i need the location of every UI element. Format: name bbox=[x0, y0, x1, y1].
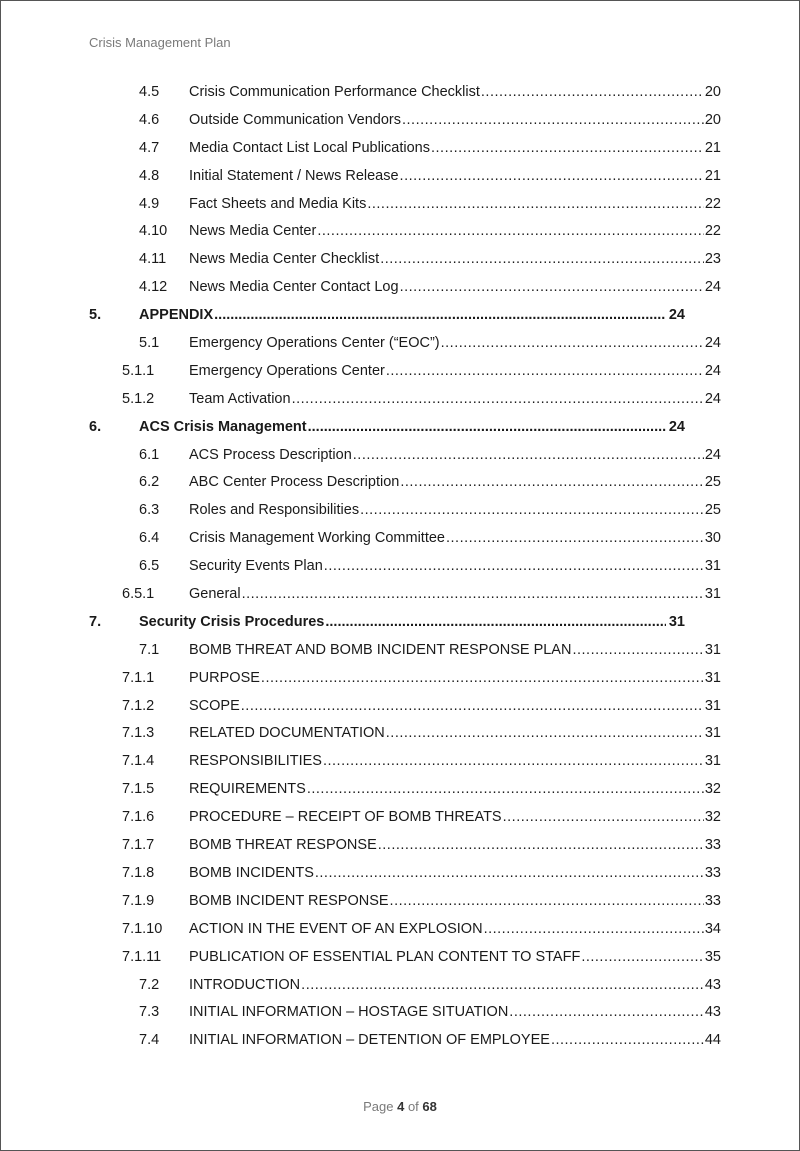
dot-leader bbox=[324, 558, 704, 574]
toc-entry-number: 7.1.4 bbox=[122, 753, 155, 770]
toc-entry-page: 31 bbox=[704, 586, 721, 603]
toc-entry-number: 7.1.11 bbox=[122, 948, 162, 965]
toc-entry-page: 25 bbox=[704, 502, 721, 519]
toc-entry-page: 24 bbox=[668, 307, 685, 324]
toc-entry-title[interactable]: PROCEDURE – RECEIPT OF BOMB THREATS bbox=[189, 809, 502, 826]
toc-entry[interactable] bbox=[1, 1000, 799, 1028]
toc-entry[interactable] bbox=[1, 694, 799, 722]
current-page-number: 4 bbox=[397, 1099, 405, 1114]
toc-entry-title[interactable]: Initial Statement / News Release bbox=[189, 167, 399, 184]
dot-leader bbox=[509, 1004, 704, 1020]
toc-entry-title[interactable]: PURPOSE bbox=[189, 669, 260, 686]
toc-entry[interactable] bbox=[1, 443, 799, 471]
toc-entry-title[interactable]: Security Events Plan bbox=[189, 558, 323, 575]
toc-entry-line bbox=[189, 140, 721, 156]
toc-entry-line bbox=[189, 223, 721, 239]
dot-leader bbox=[551, 1032, 704, 1048]
toc-entry-line bbox=[189, 530, 721, 546]
toc-entry-page: 21 bbox=[704, 167, 721, 184]
dot-leader bbox=[261, 670, 704, 686]
toc-entry-number: 7.1.6 bbox=[122, 809, 155, 826]
toc-entry-line bbox=[189, 809, 721, 825]
toc-section-heading[interactable] bbox=[1, 610, 799, 638]
toc-entry-line bbox=[139, 614, 685, 630]
toc-entry-title[interactable]: INITIAL INFORMATION – DETENTION OF EMPLOYEE bbox=[189, 1032, 550, 1049]
toc-entry[interactable] bbox=[1, 889, 799, 917]
toc-entry-number: 4.11 bbox=[139, 251, 167, 268]
dot-leader bbox=[386, 725, 704, 741]
dot-leader bbox=[353, 447, 704, 463]
toc-entry-line bbox=[189, 977, 721, 993]
toc-entry-title[interactable]: Crisis Communication Performance Checklist bbox=[189, 84, 480, 100]
toc-entry[interactable] bbox=[1, 331, 799, 359]
table-of-contents bbox=[1, 80, 799, 1056]
toc-entry-line bbox=[189, 781, 721, 797]
toc-entry-title[interactable]: Media Contact List Local Publications bbox=[189, 139, 430, 156]
toc-entry-line bbox=[189, 1032, 721, 1048]
toc-entry-line bbox=[189, 586, 721, 602]
toc-entry-page: 43 bbox=[704, 1004, 721, 1021]
toc-entry[interactable] bbox=[1, 638, 799, 666]
toc-entry-title[interactable]: INTRODUCTION bbox=[189, 976, 301, 993]
dot-leader bbox=[446, 530, 704, 546]
toc-entry-number: 7.1 bbox=[139, 641, 160, 658]
toc-entry[interactable] bbox=[1, 861, 799, 889]
toc-entry-page: 31 bbox=[704, 641, 721, 658]
dot-leader bbox=[360, 502, 704, 518]
toc-entry-page: 33 bbox=[704, 892, 721, 909]
toc-entry-line bbox=[189, 698, 721, 714]
dot-leader bbox=[400, 279, 704, 295]
toc-entry-line bbox=[189, 642, 721, 658]
toc-entry-line bbox=[189, 753, 721, 769]
toc-entry-number: 7.4 bbox=[139, 1032, 160, 1049]
toc-entry-page: 43 bbox=[704, 976, 721, 993]
toc-entry-title[interactable]: BOMB THREAT AND BOMB INCIDENT RESPONSE PLAN bbox=[189, 641, 572, 658]
toc-entry-number: 5.1.2 bbox=[122, 390, 155, 407]
toc-entry-page: 21 bbox=[704, 139, 721, 156]
toc-entry[interactable] bbox=[1, 136, 799, 164]
toc-entry-title[interactable]: APPENDIX bbox=[139, 307, 214, 324]
toc-entry[interactable] bbox=[1, 192, 799, 220]
toc-entry-title[interactable]: REQUIREMENTS bbox=[189, 781, 306, 798]
toc-section-heading[interactable] bbox=[1, 415, 799, 443]
toc-entry-number: 5.1.1 bbox=[122, 362, 155, 379]
toc-entry-page: 44 bbox=[704, 1032, 721, 1049]
toc-entry-title[interactable]: News Media Center Contact Log bbox=[189, 279, 399, 296]
toc-entry-title[interactable]: Crisis Management Working Committee bbox=[189, 530, 445, 547]
toc-entry-line bbox=[189, 391, 721, 407]
toc-entry[interactable] bbox=[1, 470, 799, 498]
toc-entry-title[interactable]: BOMB INCIDENT RESPONSE bbox=[189, 892, 389, 909]
toc-entry-line bbox=[189, 558, 721, 574]
dot-leader bbox=[308, 419, 666, 435]
toc-entry-page: 31 bbox=[668, 613, 685, 630]
dot-leader bbox=[402, 112, 704, 128]
running-header: Crisis Management Plan bbox=[89, 35, 231, 50]
toc-entry-title[interactable]: INITIAL INFORMATION – HOSTAGE SITUATION bbox=[189, 1004, 509, 1021]
toc-entry-number: 7.1.7 bbox=[122, 837, 155, 854]
dot-leader bbox=[400, 168, 704, 184]
toc-entry-page: 22 bbox=[704, 223, 721, 240]
dot-leader bbox=[503, 809, 704, 825]
toc-entry-page: 32 bbox=[704, 809, 721, 826]
toc-entry-number: 4.9 bbox=[139, 195, 160, 212]
dot-leader bbox=[484, 921, 704, 937]
toc-entry-line bbox=[189, 949, 721, 965]
page-of-label: of bbox=[407, 1099, 419, 1114]
toc-entry-number: 7.1.2 bbox=[122, 697, 155, 714]
toc-entry-number: 6. bbox=[89, 418, 102, 435]
toc-entry[interactable] bbox=[1, 777, 799, 805]
toc-entry-line bbox=[189, 168, 721, 184]
toc-entry-page: 24 bbox=[704, 279, 721, 296]
toc-entry-line bbox=[189, 502, 721, 518]
toc-entry-page: 24 bbox=[704, 390, 721, 407]
dot-leader bbox=[572, 642, 703, 658]
toc-entry-page: 23 bbox=[704, 251, 721, 268]
toc-entry[interactable] bbox=[1, 666, 799, 694]
toc-entry-number: 7.2 bbox=[139, 976, 160, 993]
toc-entry-number: 4.12 bbox=[139, 279, 168, 296]
toc-entry-page: 33 bbox=[704, 837, 721, 854]
toc-entry-title[interactable]: Emergency Operations Center bbox=[189, 362, 385, 379]
toc-entry[interactable] bbox=[1, 1028, 799, 1056]
dot-leader bbox=[292, 391, 704, 407]
toc-entry-title[interactable]: ABC Center Process Description bbox=[189, 474, 400, 491]
toc-entry[interactable] bbox=[1, 721, 799, 749]
toc-entry-number: 6.3 bbox=[139, 502, 160, 519]
toc-entry-line bbox=[189, 1004, 721, 1020]
toc-entry-number: 4.8 bbox=[139, 167, 160, 184]
toc-entry-title[interactable]: ACS Crisis Management bbox=[139, 418, 307, 435]
toc-entry-line bbox=[189, 84, 721, 100]
toc-entry-line bbox=[189, 837, 721, 853]
toc-entry[interactable] bbox=[1, 582, 799, 610]
toc-entry[interactable] bbox=[1, 247, 799, 275]
toc-entry-page: 35 bbox=[704, 948, 721, 965]
toc-entry[interactable] bbox=[1, 80, 799, 108]
toc-entry-page: 31 bbox=[704, 697, 721, 714]
toc-entry-number: 7.1.8 bbox=[122, 864, 155, 881]
toc-entry-page: 34 bbox=[704, 920, 721, 937]
toc-entry[interactable] bbox=[1, 387, 799, 415]
page-footer bbox=[1, 1099, 799, 1114]
toc-entry-number: 6.1 bbox=[139, 446, 160, 463]
toc-entry-number: 7.1.3 bbox=[122, 725, 155, 742]
toc-entry[interactable] bbox=[1, 498, 799, 526]
toc-entry-line bbox=[189, 363, 721, 379]
toc-entry-title[interactable]: RESPONSIBILITIES bbox=[189, 753, 322, 770]
toc-entry[interactable] bbox=[1, 805, 799, 833]
toc-entry-line bbox=[189, 865, 721, 881]
toc-entry-page: 30 bbox=[704, 530, 721, 547]
toc-entry-line bbox=[189, 921, 721, 937]
toc-entry-line bbox=[189, 112, 721, 128]
toc-entry-line bbox=[189, 196, 721, 212]
dot-leader bbox=[431, 140, 704, 156]
toc-entry-line bbox=[189, 893, 721, 909]
toc-entry-number: 7.1.9 bbox=[122, 892, 155, 909]
toc-entry[interactable] bbox=[1, 945, 799, 973]
toc-entry[interactable] bbox=[1, 749, 799, 777]
toc-entry[interactable] bbox=[1, 219, 799, 247]
toc-entry-title[interactable]: BOMB INCIDENTS bbox=[189, 864, 314, 881]
toc-entry-number: 4.5 bbox=[139, 84, 160, 100]
dot-leader bbox=[323, 753, 704, 769]
toc-entry-page: 24 bbox=[704, 335, 721, 352]
total-pages-number: 68 bbox=[422, 1099, 437, 1114]
toc-entry-number: 4.10 bbox=[139, 223, 168, 240]
dot-leader bbox=[400, 474, 704, 490]
toc-entry-page: 31 bbox=[704, 558, 721, 575]
toc-entry-line bbox=[189, 725, 721, 741]
toc-entry-page: 33 bbox=[704, 864, 721, 881]
toc-entry-title[interactable]: RELATED DOCUMENTATION bbox=[189, 725, 385, 742]
toc-entry-title[interactable]: ACS Process Description bbox=[189, 446, 352, 463]
dot-leader bbox=[581, 949, 704, 965]
toc-entry-page: 31 bbox=[704, 725, 721, 742]
toc-entry-line bbox=[189, 670, 721, 686]
toc-entry-number: 7.1.10 bbox=[122, 920, 163, 937]
toc-entry-number: 5. bbox=[89, 307, 102, 324]
toc-entry-number: 6.5 bbox=[139, 558, 160, 575]
toc-entry-title[interactable]: Team Activation bbox=[189, 390, 291, 407]
toc-entry-page: 24 bbox=[704, 446, 721, 463]
toc-entry-number: 7.1.1 bbox=[122, 669, 155, 686]
toc-entry[interactable] bbox=[1, 554, 799, 582]
dot-leader bbox=[367, 196, 704, 212]
toc-entry-number: 4.6 bbox=[139, 111, 160, 128]
toc-entry-number: 6.4 bbox=[139, 530, 160, 547]
toc-entry-title[interactable]: Emergency Operations Center (“EOC”) bbox=[189, 335, 440, 352]
toc-entry-number: 7.1.5 bbox=[122, 781, 155, 798]
toc-entry[interactable] bbox=[1, 973, 799, 1001]
toc-entry-line bbox=[189, 335, 721, 351]
toc-entry-title[interactable]: News Media Center bbox=[189, 223, 317, 240]
toc-entry[interactable] bbox=[1, 359, 799, 387]
toc-entry[interactable] bbox=[1, 833, 799, 861]
toc-entry-title[interactable]: News Media Center Checklist bbox=[189, 251, 380, 268]
dot-leader bbox=[441, 335, 704, 351]
dot-leader bbox=[481, 84, 704, 100]
toc-entry-line bbox=[189, 251, 721, 267]
toc-entry-title[interactable]: Security Crisis Procedures bbox=[139, 613, 325, 630]
toc-entry-line bbox=[189, 447, 721, 463]
dot-leader bbox=[380, 251, 704, 267]
toc-entry-title[interactable]: BOMB THREAT RESPONSE bbox=[189, 837, 377, 854]
toc-entry-number: 7. bbox=[89, 613, 102, 630]
toc-entry-page: 20 bbox=[704, 84, 721, 100]
toc-entry-number: 5.1 bbox=[139, 335, 160, 352]
toc-entry-title[interactable]: Fact Sheets and Media Kits bbox=[189, 195, 367, 212]
toc-entry-title[interactable]: General bbox=[189, 586, 241, 603]
dot-leader bbox=[317, 223, 704, 239]
toc-entry[interactable] bbox=[1, 164, 799, 192]
toc-entry[interactable] bbox=[1, 108, 799, 136]
toc-entry-page: 31 bbox=[704, 753, 721, 770]
toc-entry-title[interactable]: SCOPE bbox=[189, 697, 240, 714]
toc-entry-page: 24 bbox=[704, 362, 721, 379]
toc-entry-title[interactable]: Roles and Responsibilities bbox=[189, 502, 360, 519]
toc-entry-line bbox=[189, 279, 721, 295]
toc-entry-page: 24 bbox=[668, 418, 685, 435]
toc-entry-number: 7.3 bbox=[139, 1004, 160, 1021]
dot-leader bbox=[307, 781, 704, 797]
dot-leader bbox=[390, 893, 704, 909]
dot-leader bbox=[378, 837, 704, 853]
toc-entry-number: 6.2 bbox=[139, 474, 160, 491]
dot-leader bbox=[315, 865, 704, 881]
dot-leader bbox=[214, 307, 666, 323]
page-label: Page bbox=[363, 1099, 394, 1114]
toc-entry-title[interactable]: PUBLICATION OF ESSENTIAL PLAN CONTENT TO STAFF bbox=[189, 948, 581, 965]
toc-entry-line bbox=[189, 474, 721, 490]
dot-leader bbox=[386, 363, 704, 379]
dot-leader bbox=[325, 614, 665, 630]
toc-entry-page: 25 bbox=[704, 474, 721, 491]
toc-entry-number: 6.5.1 bbox=[122, 586, 155, 603]
toc-entry-line bbox=[139, 307, 685, 323]
toc-entry-line bbox=[139, 419, 685, 435]
toc-entry[interactable] bbox=[1, 275, 799, 303]
toc-entry-title[interactable]: ACTION IN THE EVENT OF AN EXPLOSION bbox=[189, 920, 483, 937]
toc-entry[interactable] bbox=[1, 526, 799, 554]
dot-leader bbox=[241, 698, 704, 714]
toc-entry-page: 31 bbox=[704, 669, 721, 686]
toc-entry[interactable] bbox=[1, 917, 799, 945]
toc-entry-title[interactable]: Outside Communication Vendors bbox=[189, 111, 401, 128]
dot-leader bbox=[242, 586, 704, 602]
dot-leader bbox=[301, 977, 704, 993]
toc-entry-page: 22 bbox=[704, 195, 721, 212]
toc-entry-page: 20 bbox=[704, 111, 721, 128]
toc-section-heading[interactable] bbox=[1, 303, 799, 331]
toc-entry-page: 32 bbox=[704, 781, 721, 798]
toc-entry-number: 4.7 bbox=[139, 139, 160, 156]
